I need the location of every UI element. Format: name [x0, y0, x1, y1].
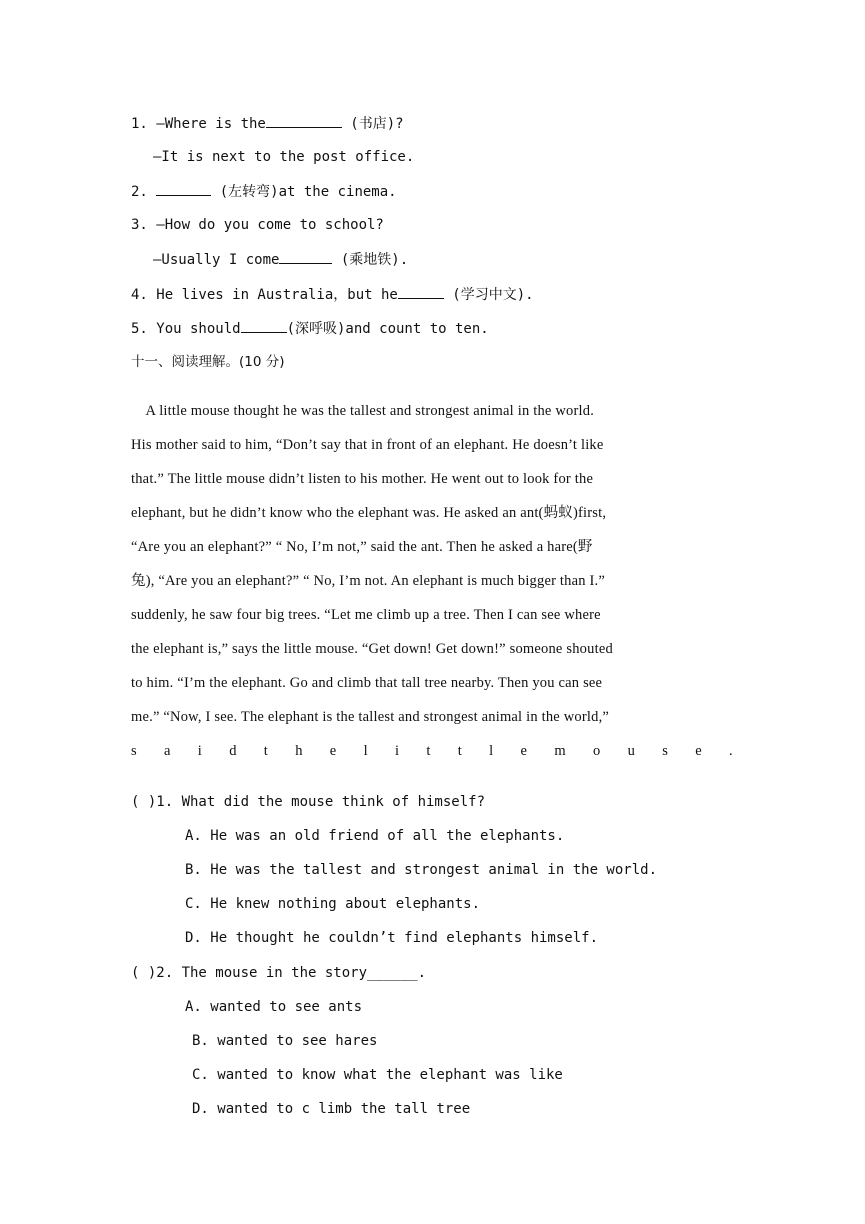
passage-letter: d	[229, 743, 237, 759]
question-2-option-c[interactable]: C. wanted to know what the elephant was like	[192, 1067, 563, 1083]
item-1-blank[interactable]	[266, 113, 342, 128]
item-5-blank[interactable]	[241, 318, 287, 333]
passage-letter: a	[164, 743, 171, 759]
passage-line: “Are you an elephant?” “ No, I’m not,” said the ant. Then he asked a hare(野	[131, 539, 593, 555]
passage-line: the elephant is,” says the little mouse. “Get down! Get down!” someone shouted	[131, 641, 613, 657]
question-2-option-b[interactable]: B. wanted to see hares	[192, 1033, 378, 1049]
passage-letter: o	[592, 743, 601, 759]
item-2-text: 2.	[131, 184, 157, 200]
question-2-stem: ( )2. The mouse in the story______.	[131, 965, 427, 981]
passage-last-line	[131, 741, 733, 761]
fill-in-item-1-answer: —It is next to the post office.	[153, 149, 415, 165]
passage-line: me.” “Now, I see. The elephant is the tallest and strongest animal in the world,”	[131, 709, 610, 725]
item-4-text: 4. He lives in Australia，but he	[131, 287, 398, 303]
passage-letter: l	[363, 743, 368, 759]
question-2-option-d[interactable]: D. wanted to c limb the tall tree	[192, 1101, 471, 1117]
question-1-option-d[interactable]: D. He thought he couldn’t find elephants himself.	[185, 930, 599, 946]
passage-letter: e	[695, 743, 702, 759]
passage-line: that.” The little mouse didn’t listen to his mother. He went out to look for the	[131, 471, 594, 487]
item-1-hint: (书店)?	[341, 116, 404, 132]
passage-line: suddenly, he saw four big trees. “Let me climb up a tree. Then I can see where	[131, 607, 601, 623]
passage-letter: e	[520, 743, 528, 759]
passage-letter: s	[662, 743, 669, 759]
item-4-blank[interactable]	[398, 284, 444, 299]
passage-letter: u	[627, 743, 636, 759]
passage-line: A little mouse thought he was the tallest and strongest animal in the world.	[131, 403, 595, 419]
passage-line: 兔), “Are you an elephant?” “ No, I’m not. An elephant is much bigger than I.”	[131, 573, 606, 589]
passage-letter: t	[426, 743, 431, 759]
passage-letter: .	[729, 743, 733, 759]
passage-letter: t	[263, 743, 269, 759]
item-3-blank[interactable]	[279, 249, 332, 264]
item-3-hint: (乘地铁).	[332, 252, 409, 268]
passage-line: His mother said to him, “Don’t say that in front of an elephant. He doesn’t like	[131, 437, 604, 453]
passage-letter: s	[131, 743, 137, 759]
item-2-blank[interactable]	[156, 181, 211, 196]
fill-in-item-3: 3. —How do you come to school?	[131, 217, 384, 233]
question-1-stem: ( )1. What did the mouse think of himself?	[131, 794, 486, 810]
passage-letter: i	[394, 743, 400, 759]
fill-in-item-5	[131, 318, 489, 339]
passage-letter: t	[457, 743, 462, 759]
passage-letter: m	[554, 743, 566, 759]
passage-letter: l	[489, 743, 494, 759]
question-1-option-c[interactable]: C. He knew nothing about elephants.	[185, 896, 481, 912]
question-2-option-a[interactable]: A. wanted to see ants	[185, 999, 363, 1015]
passage-letter: h	[295, 743, 303, 759]
passage-letter: e	[329, 743, 337, 759]
item-5-hint: (深呼吸)and count to ten.	[286, 321, 489, 337]
question-1-option-b[interactable]: B. He was the tallest and strongest animal in the world.	[185, 862, 658, 878]
fill-in-item-3-answer	[153, 249, 408, 270]
item-1-text: 1. —Where is the	[131, 116, 266, 132]
question-1-option-a[interactable]: A. He was an old friend of all the elephants.	[185, 828, 565, 844]
passage-line: elephant, but he didn’t know who the elephant was. He asked an ant(蚂蚁)first,	[131, 505, 607, 521]
passage-line: to him. “I’m the elephant. Go and climb that tall tree nearby. Then you can see	[131, 675, 603, 691]
item-3-text: —Usually I come	[153, 252, 280, 268]
fill-in-item-1	[131, 113, 404, 134]
passage-letter: i	[197, 743, 203, 759]
item-4-hint: (学习中文).	[443, 287, 534, 303]
fill-in-item-2	[131, 181, 397, 202]
item-5-text: 5. You should	[131, 321, 241, 337]
section-title: 十一、阅读理解。(10 分)	[131, 354, 285, 370]
item-2-hint: (左转弯)at the cinema.	[211, 184, 397, 200]
fill-in-item-4	[131, 284, 534, 305]
